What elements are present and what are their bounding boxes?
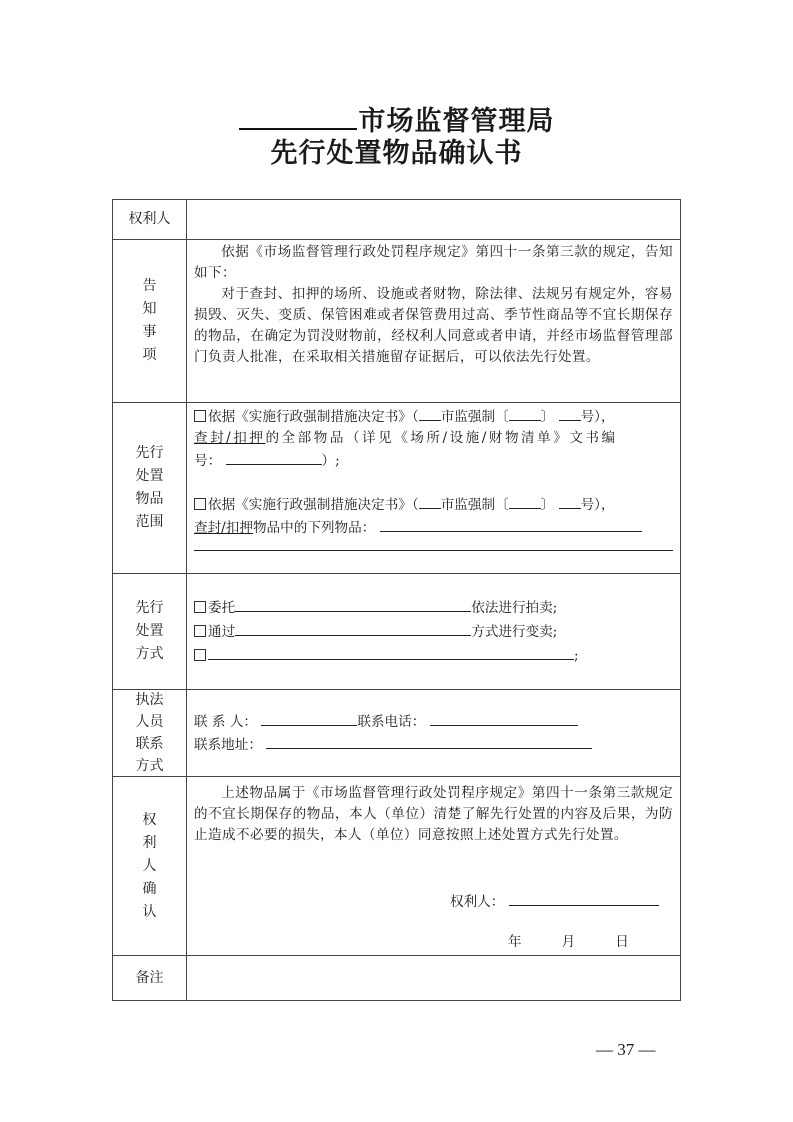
notice-row: [113, 240, 680, 403]
scope-label-line: 物品: [135, 491, 164, 507]
notice-label: [113, 240, 187, 402]
scope-option-1-checkbox[interactable]: [194, 410, 206, 422]
method-auction-suffix: 依法进行拍卖;: [471, 600, 558, 616]
notice-label-char: 知: [142, 301, 157, 317]
scope-option-2-city-blank[interactable]: [419, 493, 441, 509]
disposal-method-row: [113, 574, 680, 690]
disposal-scope-content: [187, 403, 680, 573]
contact-address-field[interactable]: [266, 733, 592, 749]
disposal-scope-label: [113, 403, 187, 573]
notice-label-char: 项: [142, 347, 157, 363]
method-option-auction: [194, 596, 673, 620]
scope-option-1-city-blank[interactable]: [419, 405, 441, 421]
contact-person-line: [194, 710, 673, 733]
contact-phone-label: 联系电话：: [357, 714, 426, 730]
rights-holder-label: 权利人: [113, 200, 187, 239]
remarks-row: [113, 956, 680, 1000]
officer-contact-label: [113, 690, 187, 776]
notice-paragraph-2: 对于查封、扣押的场所、设施或者财物，除法律、法规另有规定外，容易损毁、灭失、变质、保管困难或者保管费用过高、季节性商品等不宜长期保存的物品，在确定为罚没财物前，经权利人同意或者申请，并经市场监督管理部门负责人批准，在采取相关措施留存证据后，可以依法先行处置。: [194, 286, 673, 365]
scope-option-1: [194, 405, 673, 428]
scope-option-1-line3: [194, 449, 673, 472]
confirm-label-char: 人: [142, 857, 157, 874]
method-auction-checkbox[interactable]: [194, 601, 206, 613]
scope-option-1-number-blank[interactable]: [559, 405, 581, 421]
rights-holder-field[interactable]: [187, 200, 680, 239]
signer-line: [450, 890, 659, 913]
items-list-blank-line2[interactable]: [194, 549, 673, 551]
sale-method-blank[interactable]: [235, 620, 471, 636]
contact-person-field[interactable]: [261, 710, 357, 726]
scope-option-2-text: 市监强制〔: [440, 497, 509, 513]
method-label-line: 处置: [135, 623, 164, 639]
scope-option-2-text: 号），: [580, 497, 615, 513]
scope-option-2-year-blank[interactable]: [509, 493, 541, 509]
method-auction-prefix: 委托: [208, 600, 236, 616]
method-sale-checkbox[interactable]: [194, 625, 206, 637]
scope-option-1-year-blank[interactable]: [509, 405, 541, 421]
other-method-blank[interactable]: [208, 644, 574, 660]
contact-address-line: [194, 733, 673, 756]
method-sale-suffix: 方式进行变卖;: [471, 624, 558, 640]
agency-name-blank[interactable]: [239, 100, 357, 130]
officer-contact-row: [113, 690, 680, 777]
scope-label-line: 处置: [135, 468, 164, 484]
confirm-label-char: 认: [142, 903, 157, 920]
scope-option-1-text: ）;: [321, 453, 340, 469]
date-day-label: 日: [615, 934, 629, 950]
scope-option-2: [194, 493, 673, 516]
method-option-other: [194, 644, 673, 668]
disposal-method-label: [113, 574, 187, 689]
scope-option-2-number-blank[interactable]: [559, 493, 581, 509]
notice-content: [187, 240, 680, 402]
confirmation-statement: 上述物品属于《市场监督管理行政处罚程序规定》第四十一条第三款规定的不宜长期保存的物品，本人（单位）清楚了解先行处置的内容及后果，为防止造成不必要的损失，本人（单位）同意按照上述处置方式先行处置。: [194, 785, 673, 843]
scope-option-1-text: 号：: [194, 453, 222, 469]
method-sale-prefix: 通过: [208, 624, 236, 640]
scope-option-1-text: 依据《实施行政强制措施决定书》（: [208, 409, 419, 425]
remarks-label: 备注: [113, 956, 187, 1000]
confirm-label-char: 确: [142, 880, 157, 897]
method-option-sale: [194, 620, 673, 644]
seize-detain-text: 查封/扣押: [194, 430, 266, 446]
scope-option-2-text: 物品中的下列物品：: [252, 520, 376, 536]
agency-title: [0, 100, 793, 140]
scope-option-1-text: 市监强制〔: [440, 409, 509, 425]
disposal-scope-row: [113, 403, 680, 574]
agency-title-text: 市场监督管理局: [358, 106, 555, 137]
scope-label-line: 范围: [135, 514, 164, 530]
signer-field[interactable]: [509, 890, 659, 906]
document-number-blank[interactable]: [226, 449, 322, 465]
contact-label-line: 方式: [135, 758, 164, 774]
confirm-label-char: 利: [142, 834, 157, 851]
scope-option-2-text: 〕: [540, 497, 555, 513]
scope-option-2-line2: [194, 516, 673, 539]
contact-phone-field[interactable]: [430, 710, 578, 726]
scope-option-1-line2: [194, 428, 673, 449]
confirmation-form-table: [112, 199, 681, 1001]
method-label-line: 方式: [135, 646, 164, 662]
notice-paragraph-1: 依据《市场监督管理行政处罚程序规定》第四十一条第三款的规定，告知如下：: [194, 244, 673, 281]
contact-address-label: 联系地址：: [194, 737, 262, 753]
holder-confirmation-content: [187, 777, 680, 955]
date-year-label: 年: [508, 934, 522, 950]
confirm-label-char: 权: [142, 811, 157, 828]
scope-label-line: 先行: [135, 445, 164, 461]
method-other-checkbox[interactable]: [194, 649, 206, 661]
seize-detain-text: 查封/扣押: [194, 520, 253, 536]
date-line: [508, 932, 629, 953]
scope-option-1-text: 号），: [580, 409, 615, 425]
signer-label: 权利人：: [450, 894, 505, 910]
scope-option-1-text: 的全部物品（详见《场所/设施/财物清单》文书编: [265, 430, 618, 446]
items-list-blank[interactable]: [380, 516, 642, 532]
notice-label-char: 事: [142, 324, 157, 340]
page-number: — 37 —: [596, 1040, 656, 1059]
scope-option-2-text: 依据《实施行政强制措施决定书》（: [208, 497, 419, 513]
document-title: 先行处置物品确认书: [270, 138, 523, 169]
holder-confirmation-row: [113, 777, 680, 956]
holder-confirmation-label: [113, 777, 187, 955]
contact-label-line: 联系: [135, 736, 164, 752]
auction-agent-blank[interactable]: [235, 596, 471, 612]
contact-label-line: 人员: [135, 714, 164, 730]
officer-contact-content: [187, 690, 680, 776]
scope-option-2-checkbox[interactable]: [194, 498, 206, 510]
contact-label-line: 执法: [135, 692, 164, 708]
method-label-line: 先行: [135, 600, 164, 616]
remarks-field[interactable]: [187, 956, 680, 1000]
notice-label-char: 告: [142, 278, 157, 294]
rights-holder-row: [113, 200, 680, 240]
date-month-label: 月: [561, 934, 576, 950]
disposal-method-content: [187, 574, 680, 689]
contact-person-label: 联 系 人：: [194, 714, 258, 730]
scope-option-1-text: 〕: [540, 409, 555, 425]
method-other-suffix: ;: [574, 648, 579, 664]
